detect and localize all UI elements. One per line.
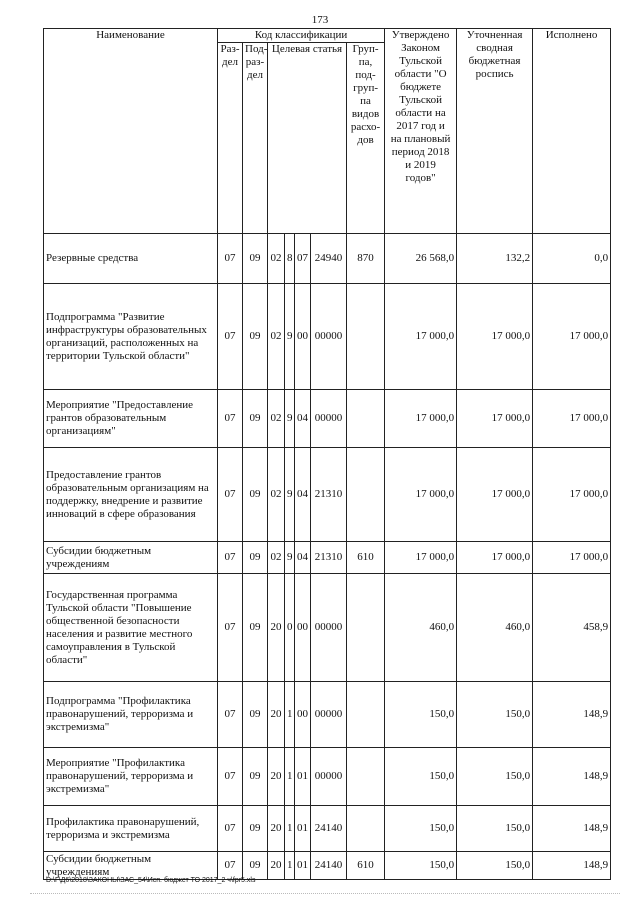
- row-cs-program: 20: [268, 574, 285, 682]
- table-row: [44, 448, 611, 542]
- row-razdel: 07: [218, 284, 243, 390]
- row-refined: 150,0: [457, 748, 533, 806]
- page-number: 173: [311, 14, 329, 26]
- row-podrazdel: 09: [243, 234, 268, 284]
- row-approved: 17 000,0: [385, 542, 457, 574]
- row-cs-subprogram: 9: [285, 448, 295, 542]
- row-podrazdel: 09: [243, 390, 268, 448]
- row-name: Субсидии бюджетным учреждениям: [44, 542, 218, 574]
- row-razdel: 07: [218, 542, 243, 574]
- row-expense-type: [347, 748, 385, 806]
- table-body: [44, 234, 611, 880]
- row-approved: 460,0: [385, 574, 457, 682]
- row-name: Предоставление грантов образовательным организациям на поддержку, внедрение и развитие инноваций в сфере образования: [44, 448, 218, 542]
- row-executed: 458,9: [533, 574, 611, 682]
- table-row: [44, 806, 611, 852]
- row-cs-direction: 21310: [311, 542, 347, 574]
- row-cs-direction: 21310: [311, 448, 347, 542]
- row-executed: 148,9: [533, 806, 611, 852]
- row-cs-event: 00: [295, 574, 311, 682]
- row-cs-program: 02: [268, 234, 285, 284]
- row-expense-type: 610: [347, 542, 385, 574]
- row-cs-event: 00: [295, 682, 311, 748]
- row-cs-direction: 24140: [311, 806, 347, 852]
- row-approved: 150,0: [385, 806, 457, 852]
- row-cs-direction: 00000: [311, 748, 347, 806]
- row-expense-type: [347, 390, 385, 448]
- row-cs-subprogram: 0: [285, 574, 295, 682]
- row-cs-program: 02: [268, 542, 285, 574]
- row-cs-event: 04: [295, 542, 311, 574]
- row-approved: 150,0: [385, 682, 457, 748]
- header-name: Наименование: [44, 29, 218, 234]
- row-refined: 150,0: [457, 852, 533, 880]
- row-razdel: 07: [218, 390, 243, 448]
- row-executed: 148,9: [533, 852, 611, 880]
- budget-table: [43, 28, 611, 880]
- table-row: [44, 574, 611, 682]
- row-name: Подпрограмма "Развитие инфраструктуры образовательных организаций, расположенных на территории Тульской области": [44, 284, 218, 390]
- row-cs-direction: 00000: [311, 390, 347, 448]
- row-expense-type: [347, 574, 385, 682]
- row-refined: 17 000,0: [457, 542, 533, 574]
- row-cs-event: 00: [295, 284, 311, 390]
- row-cs-event: 01: [295, 748, 311, 806]
- row-refined: 17 000,0: [457, 448, 533, 542]
- table-row: [44, 682, 611, 748]
- row-refined: 150,0: [457, 806, 533, 852]
- table-row: [44, 234, 611, 284]
- row-expense-type: [347, 448, 385, 542]
- header-executed: Исполнено: [533, 29, 611, 234]
- row-approved: 26 568,0: [385, 234, 457, 284]
- table-row: [44, 542, 611, 574]
- row-podrazdel: 09: [243, 574, 268, 682]
- row-podrazdel: 09: [243, 748, 268, 806]
- row-expense-type: 610: [347, 852, 385, 880]
- row-podrazdel: 09: [243, 448, 268, 542]
- row-approved: 150,0: [385, 748, 457, 806]
- row-razdel: 07: [218, 574, 243, 682]
- row-refined: 132,2: [457, 234, 533, 284]
- row-cs-direction: 00000: [311, 682, 347, 748]
- row-executed: 17 000,0: [533, 390, 611, 448]
- row-cs-event: 01: [295, 852, 311, 880]
- row-approved: 17 000,0: [385, 284, 457, 390]
- row-cs-subprogram: 1: [285, 682, 295, 748]
- header-approved: Утверждено Законом Тульской области "О бюджете Тульской области на 2017 год и на плановый период 2018 и 2019 годов": [385, 29, 457, 234]
- row-approved: 150,0: [385, 852, 457, 880]
- row-executed: 17 000,0: [533, 284, 611, 390]
- row-razdel: 07: [218, 852, 243, 880]
- row-executed: 148,9: [533, 682, 611, 748]
- table-row: [44, 390, 611, 448]
- row-name: Подпрограмма "Профилактика правонарушений, терроризма и экстремизма": [44, 682, 218, 748]
- row-cs-direction: 24140: [311, 852, 347, 880]
- row-cs-subprogram: 9: [285, 284, 295, 390]
- row-executed: 17 000,0: [533, 542, 611, 574]
- file-path-footer: D:\Г\Д6\2018\ЗАКОНЫ\ЗАС_54\Исп. бюджет ТО 2017_2 ч\fpr5.xls: [46, 877, 256, 884]
- row-cs-direction: 24940: [311, 234, 347, 284]
- row-expense-type: [347, 806, 385, 852]
- row-expense-type: [347, 682, 385, 748]
- row-cs-subprogram: 1: [285, 806, 295, 852]
- header-gruppa: Груп- па, под- груп- па видов расхо- дов: [347, 43, 385, 234]
- header-code-group: Код классификации: [218, 29, 385, 43]
- row-refined: 150,0: [457, 682, 533, 748]
- row-razdel: 07: [218, 448, 243, 542]
- row-name: Субсидии бюджетным учреждениям: [44, 852, 218, 880]
- row-refined: 17 000,0: [457, 284, 533, 390]
- table-row: [44, 284, 611, 390]
- row-cs-program: 20: [268, 806, 285, 852]
- table-row: [44, 748, 611, 806]
- row-razdel: 07: [218, 682, 243, 748]
- row-cs-event: 04: [295, 390, 311, 448]
- row-podrazdel: 09: [243, 542, 268, 574]
- row-name: Государственная программа Тульской области "Повышение общественной безопасности населения и развитие местного самоуправления в Тульской области": [44, 574, 218, 682]
- row-executed: 148,9: [533, 748, 611, 806]
- row-executed: 17 000,0: [533, 448, 611, 542]
- row-approved: 17 000,0: [385, 390, 457, 448]
- row-razdel: 07: [218, 806, 243, 852]
- row-cs-subprogram: 1: [285, 748, 295, 806]
- row-refined: 17 000,0: [457, 390, 533, 448]
- row-cs-direction: 00000: [311, 284, 347, 390]
- row-cs-program: 20: [268, 852, 285, 880]
- row-approved: 17 000,0: [385, 448, 457, 542]
- row-cs-program: 20: [268, 748, 285, 806]
- header-celevaya: Целевая статья: [268, 43, 347, 234]
- row-cs-program: 02: [268, 448, 285, 542]
- row-cs-direction: 00000: [311, 574, 347, 682]
- row-podrazdel: 09: [243, 852, 268, 880]
- row-name: Мероприятие "Профилактика правонарушений, терроризма и экстремизма": [44, 748, 218, 806]
- row-podrazdel: 09: [243, 284, 268, 390]
- row-name: Мероприятие "Предоставление грантов образовательным организациям": [44, 390, 218, 448]
- row-cs-program: 02: [268, 390, 285, 448]
- row-expense-type: [347, 284, 385, 390]
- row-expense-type: 870: [347, 234, 385, 284]
- header-podrazdel: Под- раз- дел: [243, 43, 268, 234]
- table-row: [44, 852, 611, 880]
- row-podrazdel: 09: [243, 806, 268, 852]
- row-razdel: 07: [218, 234, 243, 284]
- row-name: Резервные средства: [44, 234, 218, 284]
- row-cs-event: 01: [295, 806, 311, 852]
- row-cs-event: 07: [295, 234, 311, 284]
- row-cs-subprogram: 9: [285, 390, 295, 448]
- row-refined: 460,0: [457, 574, 533, 682]
- row-cs-event: 04: [295, 448, 311, 542]
- row-cs-subprogram: 1: [285, 852, 295, 880]
- header-razdel: Раз- дел: [218, 43, 243, 234]
- row-cs-subprogram: 9: [285, 542, 295, 574]
- row-podrazdel: 09: [243, 682, 268, 748]
- row-cs-subprogram: 8: [285, 234, 295, 284]
- row-razdel: 07: [218, 748, 243, 806]
- row-executed: 0,0: [533, 234, 611, 284]
- row-cs-program: 20: [268, 682, 285, 748]
- row-name: Профилактика правонарушений, терроризма и экстремизма: [44, 806, 218, 852]
- header-refined: Уточненная сводная бюджетная роспись: [457, 29, 533, 234]
- bottom-rule: [30, 893, 620, 894]
- row-cs-program: 02: [268, 284, 285, 390]
